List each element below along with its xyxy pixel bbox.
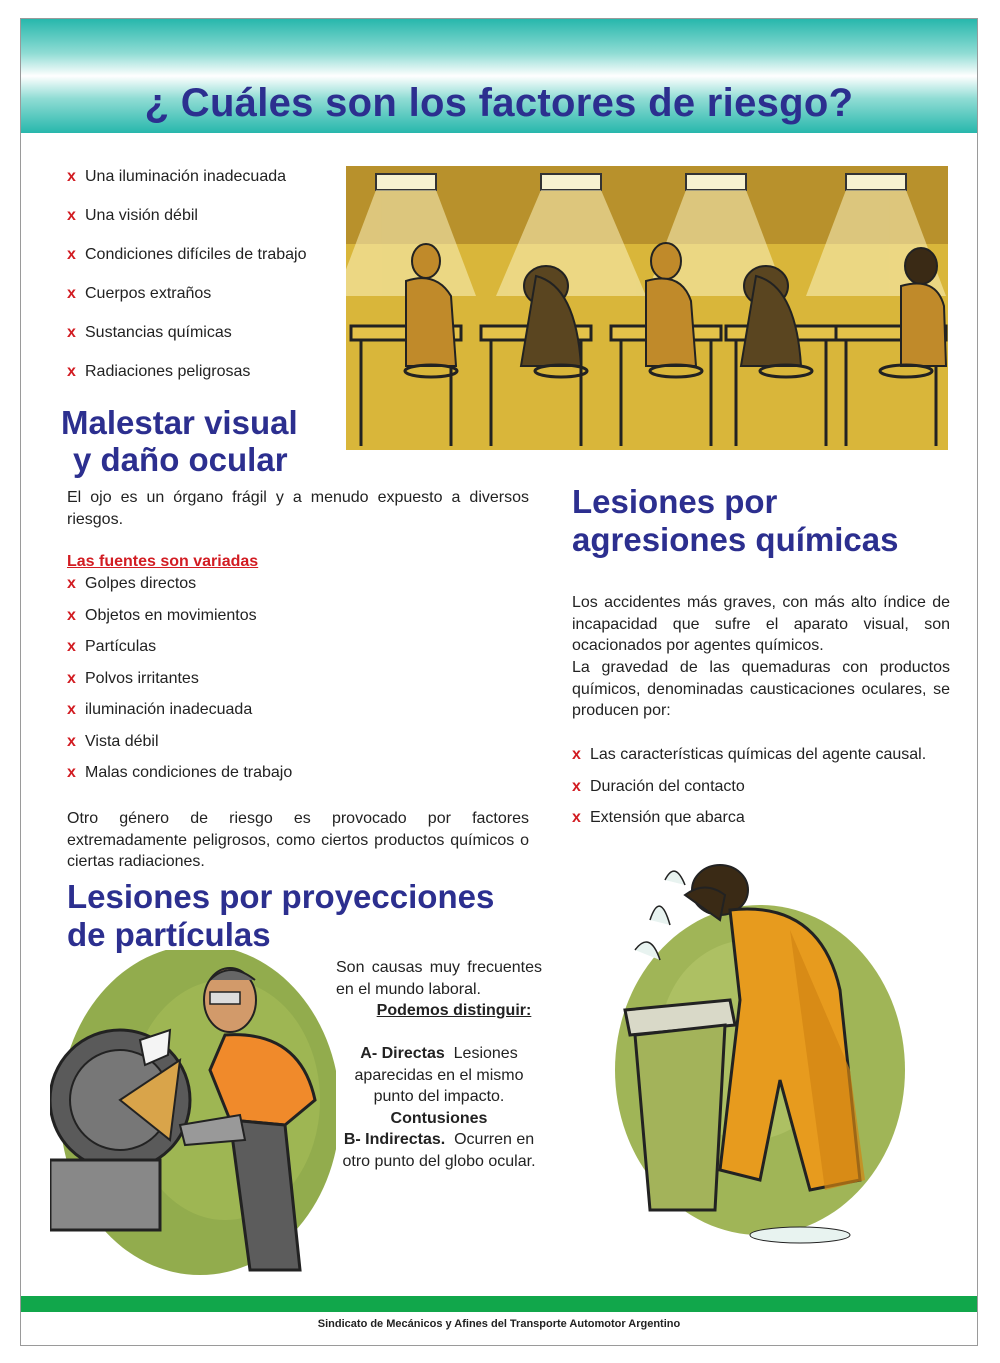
x-bullet-icon: x xyxy=(67,701,76,718)
direct-injuries: A- Directas Lesiones aparecidas en el mismo punto del impacto. xyxy=(354,1045,524,1105)
section-title-chemical: Lesiones por agresiones químicas xyxy=(572,483,899,558)
footer-text: Sindicato de Mecánicos y Afines del Transporte Automotor Argentino xyxy=(317,1318,681,1330)
section-title-visual: Malestar visual y daño ocular xyxy=(61,404,298,478)
visual-intro: El ojo es un órgano frágil y a menudo expuesto a diversos riesgos. xyxy=(67,489,529,528)
x-bullet-icon: x xyxy=(67,285,76,302)
x-bullet-icon: x xyxy=(67,207,76,224)
x-bullet-icon: x xyxy=(67,764,76,781)
sources-heading: Las fuentes son variadas xyxy=(67,553,259,570)
x-bullet-icon: x xyxy=(67,638,76,655)
x-bullet-icon: x xyxy=(67,246,76,263)
list-item: x iluminación inadecuada xyxy=(67,701,253,718)
list-item: x Condiciones difíciles de trabajo xyxy=(67,246,307,263)
chemical-accident-illustration xyxy=(610,850,910,1250)
list-item: x Las características químicas del agente causal. xyxy=(572,746,927,763)
page-title: ¿ Cuáles son los factores de riesgo? xyxy=(144,81,854,125)
x-bullet-icon: x xyxy=(67,363,76,380)
list-item: x Una visión débil xyxy=(67,207,198,224)
chemical-paragraph-1: Los accidentes más graves, con más alto índice de incapacidad que sufre el aparato visual, son ocacionados por agentes químicos. xyxy=(572,594,950,654)
list-item: x Objetos en movimientos xyxy=(67,606,257,624)
x-bullet-icon: x xyxy=(67,168,76,185)
x-bullet-icon: x xyxy=(572,809,581,826)
particles-text-block xyxy=(336,957,542,1172)
list-item: x Partículas xyxy=(67,638,157,655)
x-bullet-icon: x xyxy=(67,669,76,687)
list-item: x Polvos irritantes xyxy=(67,669,199,687)
list-item: x Radiaciones peligrosas xyxy=(67,363,251,380)
x-bullet-icon: x xyxy=(67,324,76,341)
section-title-particles: Lesiones por proyecciones de partículas xyxy=(67,878,495,953)
header-banner xyxy=(21,19,977,133)
list-item: x Duración del contacto xyxy=(572,777,745,795)
particles-intro: Son causas muy frecuentes en el mundo laboral. xyxy=(336,959,542,998)
list-item: x Extensión que abarca xyxy=(572,809,745,826)
list-item: x Sustancias químicas xyxy=(67,324,232,341)
x-bullet-icon: x xyxy=(572,746,581,763)
grinder-worker-illustration xyxy=(50,950,336,1280)
distinguish-heading: Podemos distinguir: xyxy=(376,1002,532,1019)
list-item: x Una iluminación inadecuada xyxy=(67,168,287,185)
list-item: x Malas condiciones de trabajo xyxy=(67,764,293,781)
workers-illustration xyxy=(346,166,948,450)
chemical-paragraph-2: La gravedad de las quemaduras con productos químicos, denominadas causticaciones oculares, se producen por: xyxy=(572,659,950,719)
spacer xyxy=(336,1022,542,1044)
x-bullet-icon: x xyxy=(572,777,581,795)
x-bullet-icon: x xyxy=(67,575,76,592)
list-item: x Cuerpos extraños xyxy=(67,285,212,302)
x-bullet-icon: x xyxy=(67,732,76,750)
footer-bar xyxy=(21,1296,977,1312)
list-item: x Vista débil xyxy=(67,732,159,750)
contusions-label: Contusiones xyxy=(390,1109,488,1127)
list-item: x Golpes directos xyxy=(67,575,197,592)
indirect-injuries: B- Indirectas. Ocurren en otro punto del globo ocular. xyxy=(342,1131,536,1170)
other-risk-paragraph: Otro género de riesgo es provocado por factores extremadamente peligrosos, como ciertos productos químicos o ciertas radiaciones. xyxy=(67,810,529,870)
x-bullet-icon: x xyxy=(67,606,76,624)
